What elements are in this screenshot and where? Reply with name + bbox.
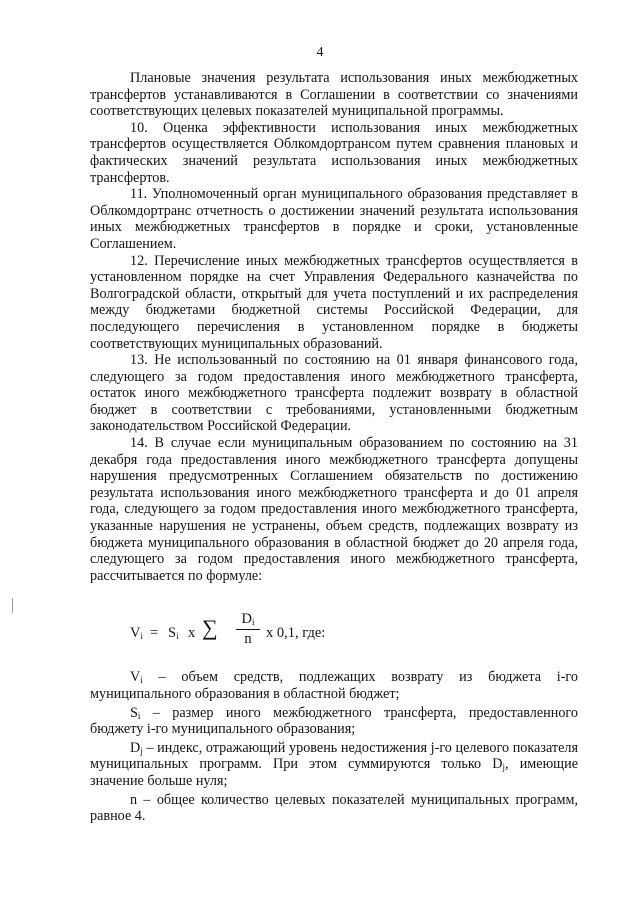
formula-s: $S_i$ [168,625,179,642]
paragraph-13: 13. Не использованный по состоянию на 01 января финансового года, следующего за годом предоставления иного межбюджетного трансферта, остаток иного межбюджетного трансферта подлежит возврату в областной бюджет в соответствии с требованиями, установленными бюджетным законодательством Российской Федерации. [90,352,578,435]
margin-mark [12,598,13,613]
formula-equals: = [150,625,159,642]
formula-lhs: $V_i$ [130,625,143,642]
paragraph-11: 11. Уполномоченный орган муниципального образования представляет в Облкомдортранс отчетность о достижении значений результата использования иных межбюджетных трансфертов в порядке и сроки, установленные Соглашением. [90,186,578,252]
paragraph-12: 12. Перечисление иных межбюджетных трансфертов осуществляется в установленном порядке на счет Управления Федерального казначейства по Волгоградской области, открытый для учета поступлений и их распределения между бюджетами бюджетной системы Российской Федерации, для последующего перечисления в установленном порядке в бюджеты соответствующих муниципальных образований. [90,252,578,352]
formula-tail: x 0,1, где: [266,625,326,642]
fraction-denominator: n [244,631,252,647]
definition-si: $S_i$ – размер иного межбюджетного трансферта, предоставленного бюджету i-го муниципального образования; [90,704,578,738]
sum-symbol: ∑ [202,615,218,641]
paragraph-planned-values: Плановые значения результата использования иных межбюджетных трансфертов устанавливаются в Соглашении в соответствии со значениями соответствующих целевых показателей муниципальной программы. [90,70,578,120]
paragraph-14: 14. В случае если муниципальным образованием по состоянию на 31 декабря года предоставления иного межбюджетного трансферта допущены нарушения предусмотренных Соглашением обязательств по достижению результата использования иного межбюджетного трансферта и до 01 апреля года, следующего за годом предоставления иного межбюджетного трансферта, указанные нарушения не устранены, объем средств, подлежащих возврату из бюджета муниципального образования в областной бюджет до 20 апреля года, следующего за годом предоставления иного межбюджетного трансферта, рассчитывается по формуле: [90,435,578,584]
fraction-numerator: $D_i$ [236,611,260,630]
paragraph-10: 10. Оценка эффективности использования иных межбюджетных трансфертов осуществляется Облкомдортрансом путем сравнения плановых и фактических значений результата использования иных межбюджетных трансфертов. [90,119,578,186]
page-number: 4 [316,45,324,60]
definition-n: n – общее количество целевых показателей муниципальных программ, равное 4. [90,791,578,825]
formula-times: x [188,625,196,642]
definitions-list [90,669,578,824]
definition-dj: $D_j$ – индекс, отражающий уровень недостижения j-го целевого показателя муниципальных программ. При этом суммируются только $D_j$, имеющие значение больше нуля; [90,739,578,789]
formula [130,603,578,663]
formula-fraction [236,611,260,647]
document-body [90,70,578,827]
definition-vi: $V_i$ – объем средств, подлежащих возврату из бюджета i-го муниципального образования в областной бюджет; [90,669,578,702]
